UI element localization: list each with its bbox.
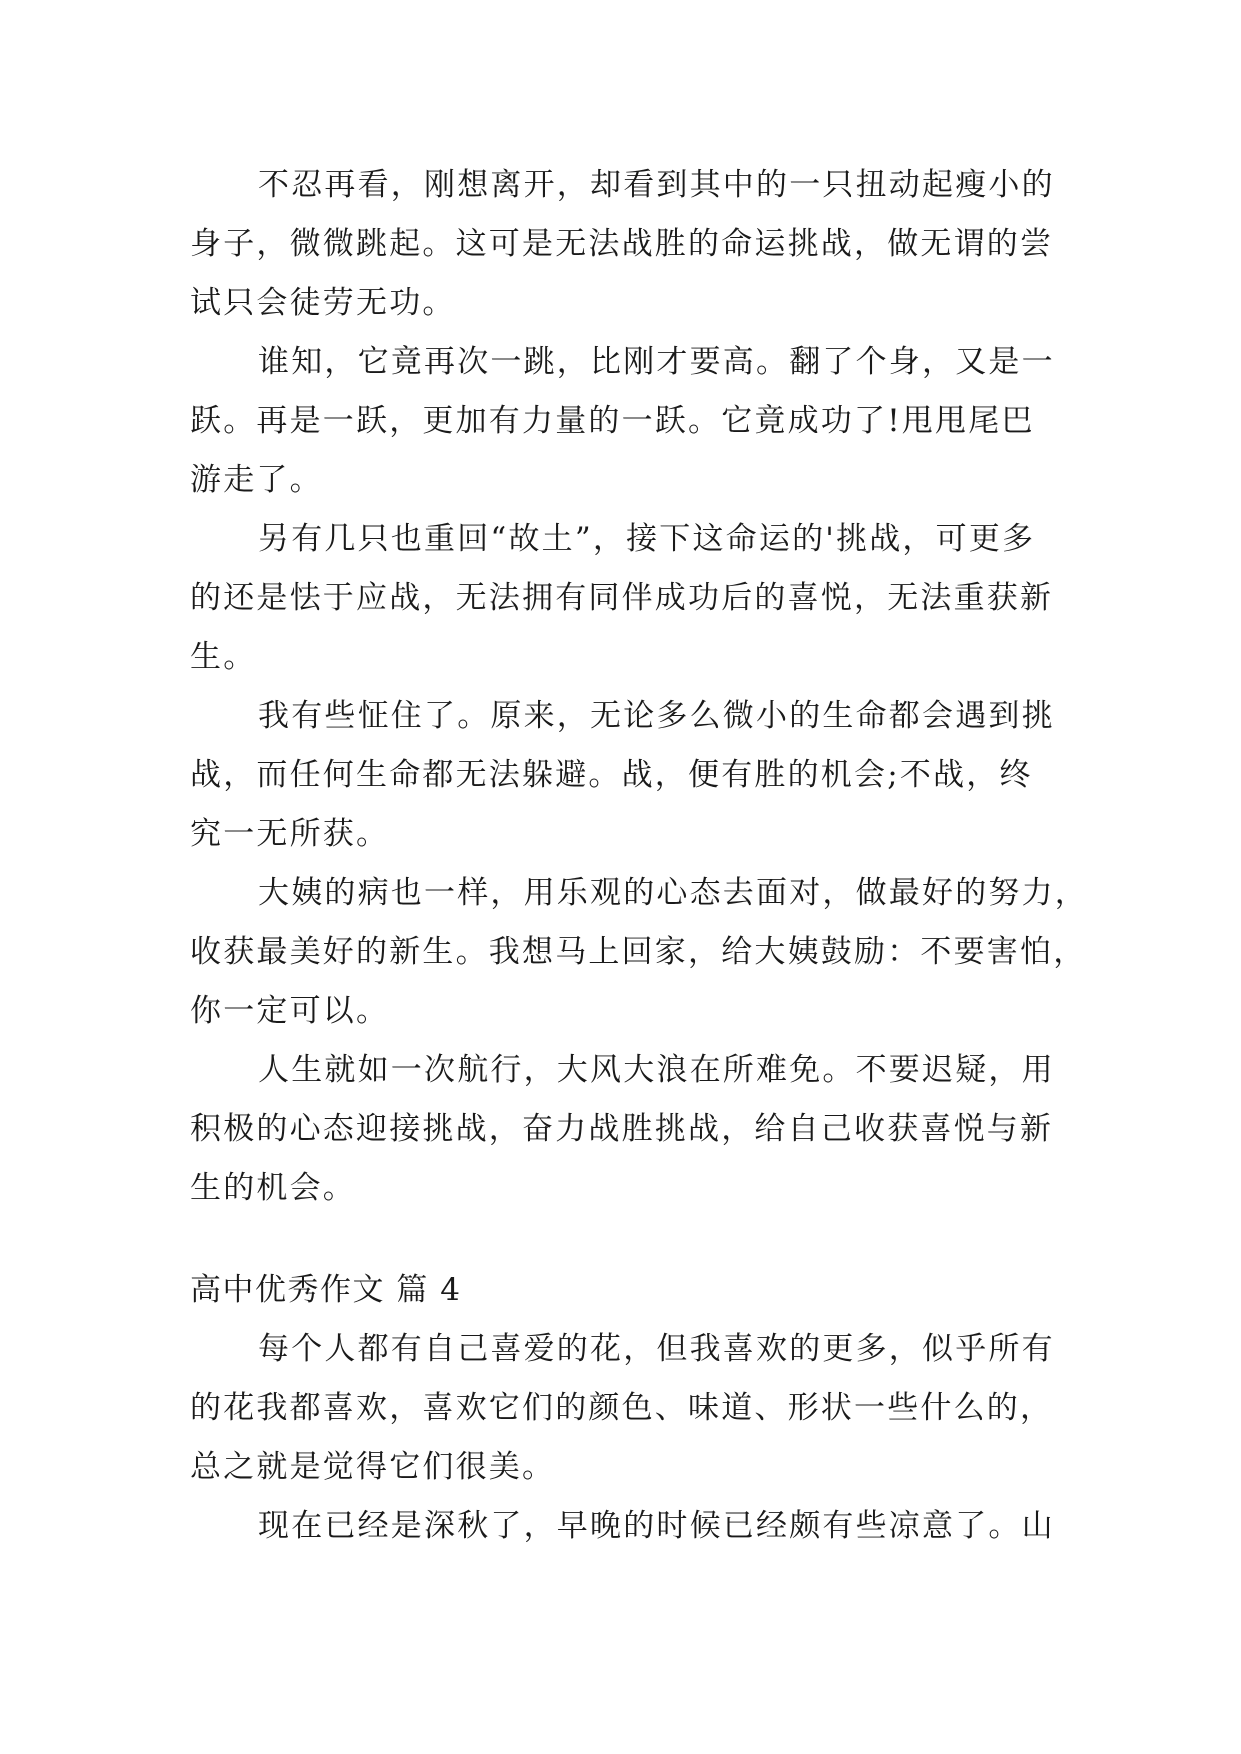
text-line: 大姨的病也一样，用乐观的心态去面对，做最好的努力， bbox=[258, 875, 1088, 911]
text-line: 不忍再看，刚想离开，却看到其中的一只扭动起瘦小的 bbox=[258, 167, 1055, 203]
text-line: 究一无所获。 bbox=[190, 816, 390, 852]
text-line: 人生就如一次航行，大风大浪在所难免。不要迟疑，用 bbox=[258, 1052, 1055, 1088]
text-line: 试只会徒劳无功。 bbox=[190, 285, 456, 321]
text-line: 积极的心态迎接挑战，奋力战胜挑战，给自己收获喜悦与新 bbox=[190, 1111, 1054, 1147]
text-line: 的还是怯于应战，无法拥有同伴成功后的喜悦，无法重获新 bbox=[190, 580, 1054, 616]
text-line: 谁知，它竟再次一跳，比刚才要高。翻了个身，又是一 bbox=[258, 344, 1055, 380]
text-line: 游走了。 bbox=[190, 462, 323, 498]
text-line: 的花我都喜欢，喜欢它们的颜色、味道、形状一些什么的， bbox=[190, 1390, 1054, 1426]
text-line: 跃。再是一跃，更加有力量的一跃。它竟成功了!甩甩尾巴 bbox=[190, 403, 1035, 439]
text-line: 总之就是觉得它们很美。 bbox=[190, 1449, 556, 1485]
text-line: 身子，微微跳起。这可是无法战胜的命运挑战，做无谓的尝 bbox=[190, 226, 1054, 262]
text-line: 每个人都有自己喜爱的花，但我喜欢的更多，似乎所有 bbox=[258, 1331, 1055, 1367]
text-line: 战，而任何生命都无法躲避。战，便有胜的机会;不战，终 bbox=[190, 757, 1033, 793]
section-heading: 高中优秀作文 篇 4 bbox=[190, 1272, 462, 1308]
text-line: 生。 bbox=[190, 639, 257, 675]
text-line: 你一定可以。 bbox=[190, 993, 390, 1029]
text-line: 生的机会。 bbox=[190, 1170, 356, 1206]
text-line: 现在已经是深秋了，早晚的时候已经颇有些凉意了。山 bbox=[258, 1508, 1055, 1544]
text-line: 另有几只也重回“故土”，接下这命运的'挑战，可更多 bbox=[258, 521, 1036, 557]
text-line: 我有些怔住了。原来，无论多么微小的生命都会遇到挑 bbox=[258, 698, 1055, 734]
text-line: 收获最美好的新生。我想马上回家，给大姨鼓励：不要害怕， bbox=[190, 934, 1087, 970]
